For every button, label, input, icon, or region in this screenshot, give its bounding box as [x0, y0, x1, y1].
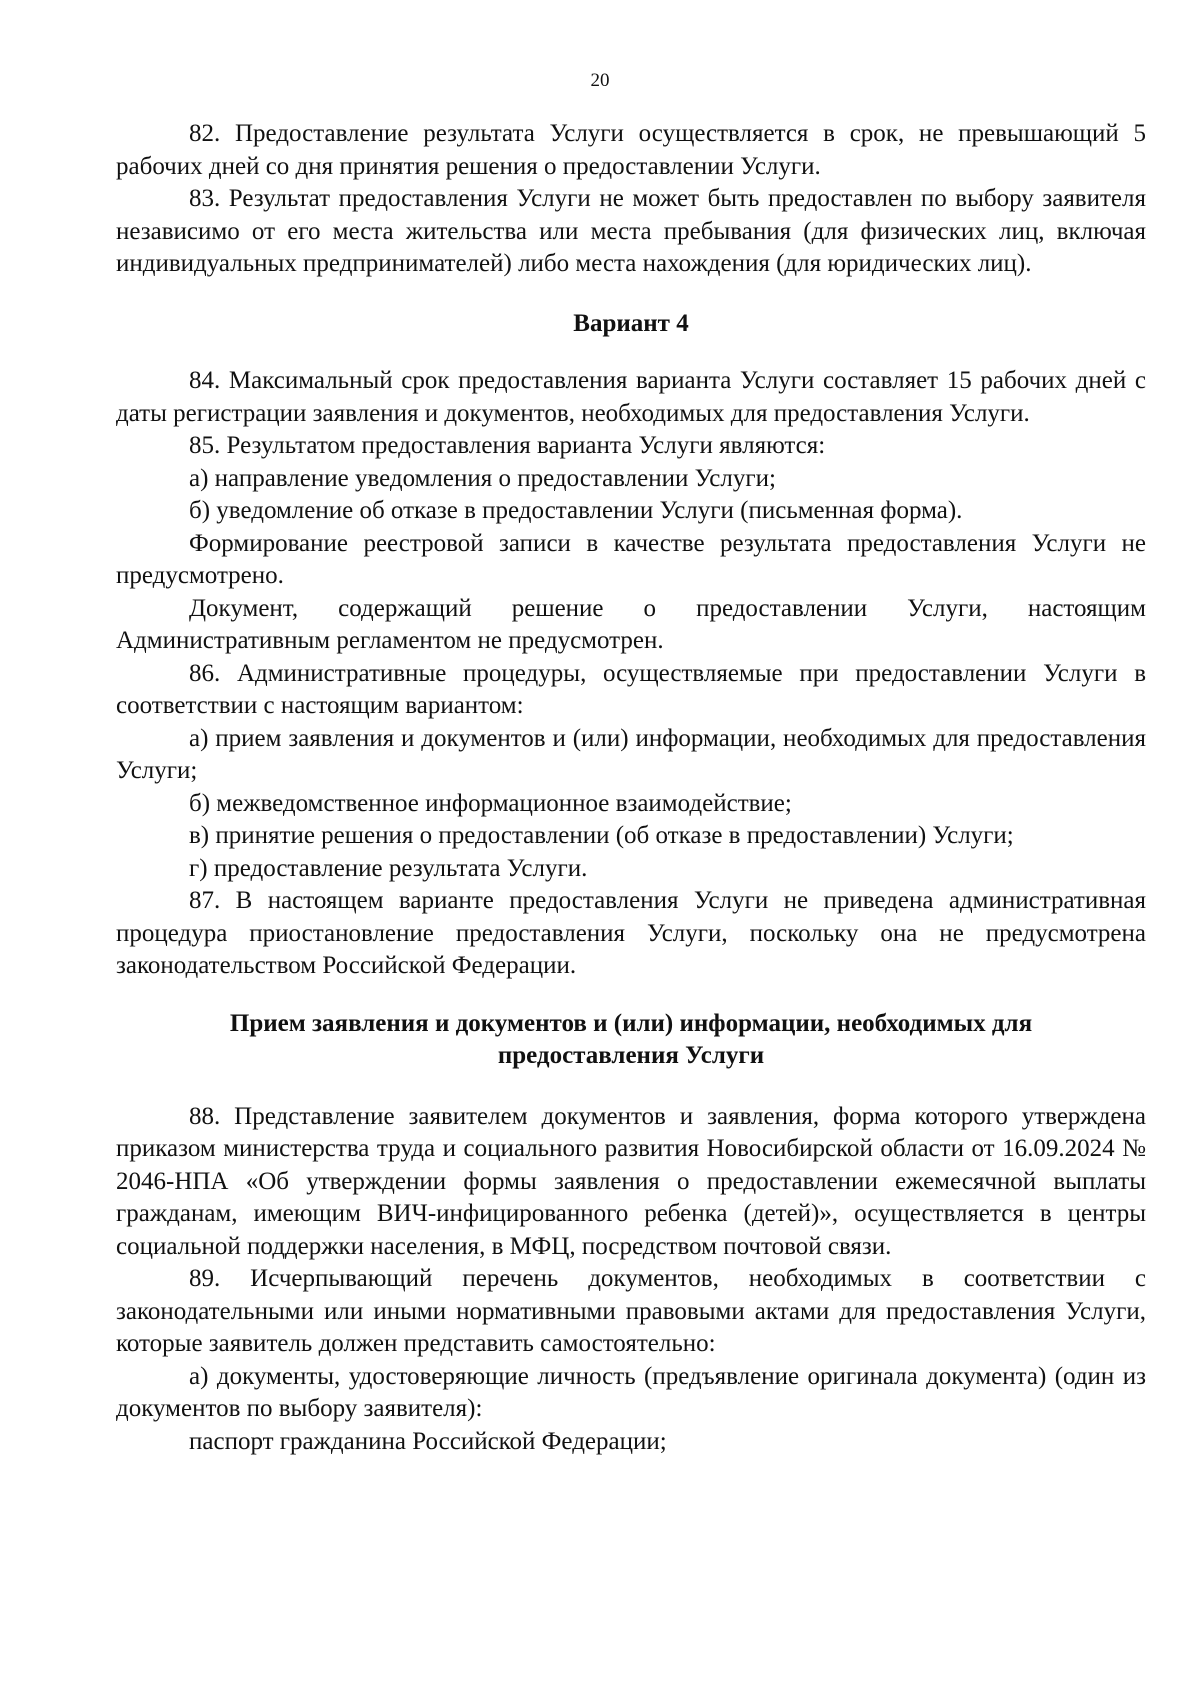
paragraph-82: 82. Предоставление результата Услуги осуществляется в срок, не превышающий 5 рабочих дней со дня принятия решения о предоставлении Услуги.	[116, 120, 1146, 180]
list-item-89-a: а) документы, удостоверяющие личность (предъявление оригинала документа) (один из документов по выбору заявителя):	[116, 1362, 1146, 1422]
document-body	[116, 118, 1146, 1458]
paragraph-87: 87. В настоящем варианте предоставления Услуги не приведена административная процедура приостановление предоставления Услуги, поскольку она не предусмотрена законодательством Российской Федерации.	[116, 887, 1146, 979]
list-item-86-a: а) прием заявления и документов и (или) информации, необходимых для предоставления Услуги;	[116, 724, 1146, 784]
list-item-86-g: г) предоставление результата Услуги.	[189, 854, 588, 882]
list-item-85-a: а) направление уведомления о предоставлении Услуги;	[189, 464, 776, 492]
paragraph-86: 86. Административные процедуры, осуществляемые при предоставлении Услуги в соответствии с настоящим вариантом:	[116, 659, 1146, 719]
paragraph-83: 83. Результат предоставления Услуги не может быть предоставлен по выбору заявителя независимо от его места жительства или места пребывания (для физических лиц, включая индивидуальных предпринимателей) либо места нахождения (для юридических лиц).	[116, 185, 1146, 277]
list-item-86-v: в) принятие решения о предоставлении (об отказе в предоставлении) Услуги;	[189, 822, 1014, 849]
page-number: 20	[590, 70, 610, 91]
heading-section-reception: Прием заявления и документов и (или) информации, необходимых для предоставления Услуги	[229, 1009, 1033, 1069]
paragraph-85: 85. Результатом предоставления варианта Услуги являются:	[189, 432, 826, 459]
list-item-86-b: б) межведомственное информационное взаимодействие;	[189, 789, 792, 817]
list-item-passport: паспорт гражданина Российской Федерации;	[189, 1427, 667, 1455]
list-item-85-b: б) уведомление об отказе в предоставлении Услуги (письменная форма).	[189, 497, 963, 524]
heading-variant-4: Вариант 4	[573, 309, 689, 337]
paragraph-84: 84. Максимальный срок предоставления варианта Услуги составляет 15 рабочих дней с даты регистрации заявления и документов, необходимых для предоставления Услуги.	[116, 367, 1146, 427]
paragraph-registry-note: Формирование реестровой записи в качестве результата предоставления Услуги не предусмотрено.	[116, 529, 1146, 589]
paragraph-89: 89. Исчерпывающий перечень документов, необходимых в соответствии с законодательными или иными нормативными правовыми актами для предоставления Услуги, которые заявитель должен представить самостоятельно:	[116, 1265, 1146, 1357]
paragraph-document-note: Документ, содержащий решение о предоставлении Услуги, настоящим Административным регламентом не предусмотрен.	[116, 594, 1146, 654]
paragraph-88: 88. Представление заявителем документов и заявления, форма которого утверждена приказом министерства труда и социального развития Новосибирской области от 16.09.2024 № 2046-НПА «Об утверждении формы заявления о предоставлении ежемесячной выплаты гражданам, имеющим ВИЧ-инфицированного ребенка (детей)», осуществляется в центры социальной поддержки населения, в МФЦ, посредством почтовой связи.	[116, 1102, 1146, 1260]
